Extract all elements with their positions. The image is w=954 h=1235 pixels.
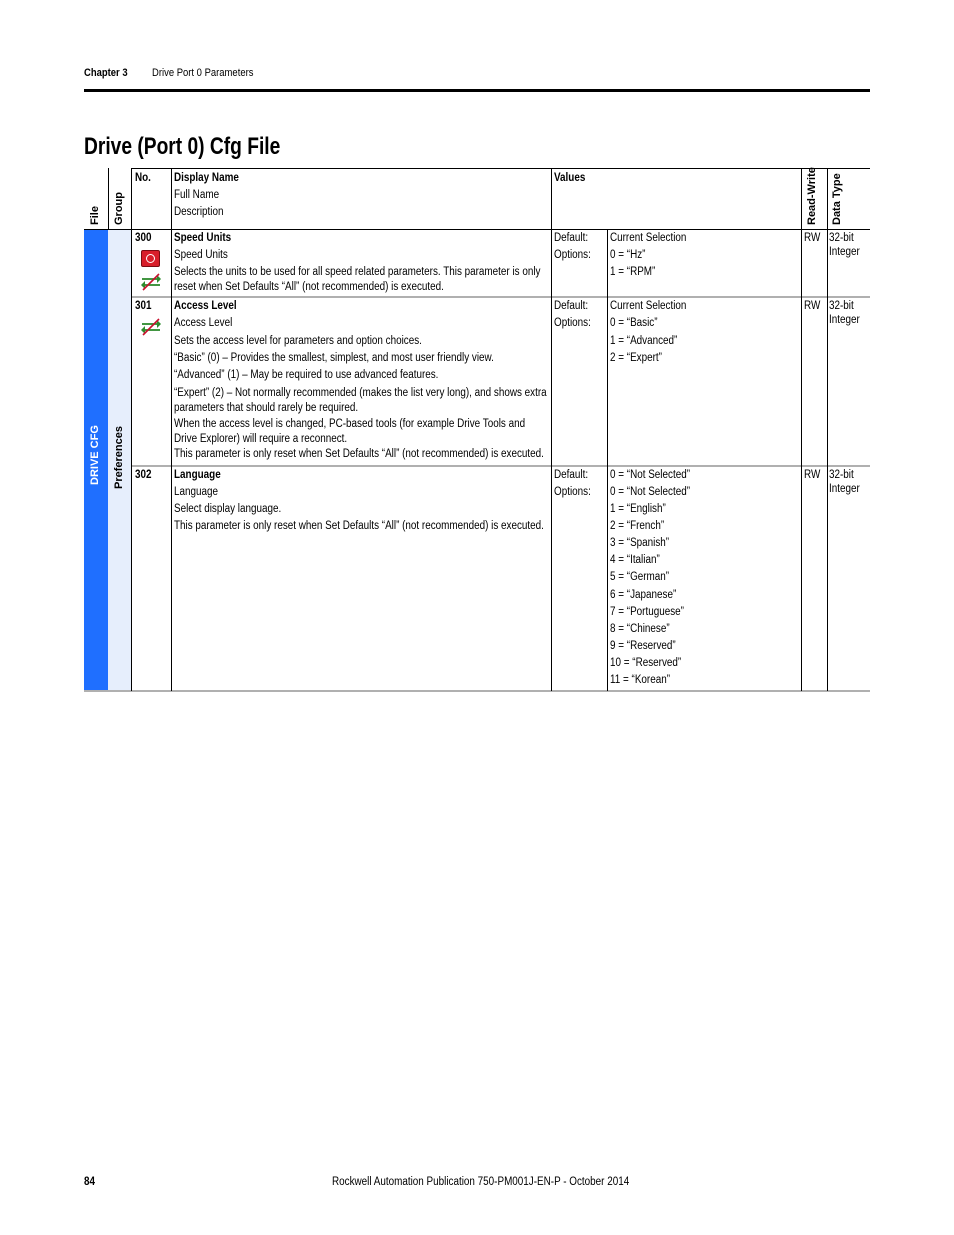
param-full-name: Access Level [174,317,233,329]
data-type-line: 32-bit [829,300,854,312]
param-description: Selects the units to be used for all speed related parameters. This parameter is only reset when Set Defaults “All” (not recommended) is executed. [174,266,541,293]
param-number: 301 [135,300,152,312]
value-item: 0 = “Basic” [610,317,658,329]
header-full-name: Full Name [174,189,220,201]
param-description: Sets the access level for parameters and option choices. [174,335,422,347]
data-type-line: Integer [829,483,860,495]
table-top-rule [131,168,870,169]
default-label: Default: [554,232,589,244]
param-full-name: Speed Units [174,249,228,261]
value-item: 4 = “Italian” [610,554,660,566]
default-label: Default: [554,300,589,312]
read-write: RW [804,469,821,481]
data-type-line: 32-bit [829,232,854,244]
header-data-type: Data Type [831,173,843,225]
param-description: “Expert” (2) – Not normally recommended (makes the list very long), and shows extra parameters that should rarely be required. [174,387,547,414]
group-label: Preferences [113,426,125,489]
swap-icon [140,273,162,291]
value-item: 2 = “French” [610,520,665,532]
col-rule [551,168,552,691]
param-number: 300 [135,232,152,244]
value-item: 0 = “Hz” [610,249,646,261]
value-item: 0 = “Not Selected” [610,469,690,481]
param-description: This parameter is only reset when Set Defaults “All” (not recommended) is executed. [174,520,544,532]
col-rule [131,168,132,691]
value-item: 2 = “Expert” [610,352,662,364]
param-number: 302 [135,469,152,481]
publication-info: Rockwell Automation Publication 750-PM001J-EN-P - October 2014 [332,1176,630,1188]
param-description: When the access level is changed, PC-based tools (for example Drive Tools and Drive Explorer) will require a reconnect. [174,418,526,445]
table-bottom-rule [84,690,870,692]
row-separator [131,296,870,298]
options-label: Options: [554,249,591,261]
header-display-name: Display Name [174,172,239,184]
param-full-name: Language [174,486,219,498]
stop-icon [141,250,160,267]
value-item: 0 = “Not Selected” [610,486,690,498]
param-description: This parameter is only reset when Set Defaults “All” (not recommended) is executed. [174,448,544,460]
parameter-table [84,168,870,693]
value-item: 6 = “Japanese” [610,589,677,601]
param-display-name: Language [174,469,221,481]
value-item: 5 = “German” [610,571,670,583]
options-label: Options: [554,486,591,498]
header-rule [84,89,870,92]
col-rule [171,168,172,691]
read-write: RW [804,300,821,312]
col-rule [827,168,828,691]
value-item: 1 = “Advanced” [610,335,678,347]
read-write: RW [804,232,821,244]
param-description: “Advanced” (1) – May be required to use advanced features. [174,369,439,381]
col-rule [801,168,802,691]
data-type-line: Integer [829,314,860,326]
value-item: Current Selection [610,300,687,312]
value-item: 11 = “Korean” [610,674,671,686]
header-description: Description [174,206,224,218]
col-rule [607,230,608,691]
swap-icon [140,318,162,336]
param-display-name: Access Level [174,300,237,312]
options-label: Options: [554,317,591,329]
section-label: Drive Port 0 Parameters [152,67,254,79]
param-description: “Basic” (0) – Provides the smallest, simplest, and most user friendly view. [174,352,494,364]
default-label: Default: [554,469,589,481]
value-item: 1 = “English” [610,503,666,515]
header-file: File [89,206,101,225]
chapter-label: Chapter 3 [84,67,128,79]
data-type-line: Integer [829,246,860,258]
value-item: 8 = “Chinese” [610,623,670,635]
row-separator [131,465,870,467]
page-title: Drive (Port 0) Cfg File [84,133,281,160]
value-item: 7 = “Portuguese” [610,606,684,618]
param-display-name: Speed Units [174,232,232,244]
value-item: 10 = “Reserved” [610,657,682,669]
value-item: 3 = “Spanish” [610,537,670,549]
value-item: 1 = “RPM” [610,266,656,278]
value-item: 9 = “Reserved” [610,640,676,652]
value-item: Current Selection [610,232,687,244]
col-rule [108,168,109,230]
page-number: 84 [84,1176,96,1188]
header-group: Group [113,192,125,225]
header-read-write: Read-Write [806,167,818,225]
file-label: DRIVE CFG [89,425,101,485]
header-values: Values [554,172,586,184]
data-type-line: 32-bit [829,469,854,481]
header-no: No. [135,172,151,184]
param-description: Select display language. [174,503,282,515]
